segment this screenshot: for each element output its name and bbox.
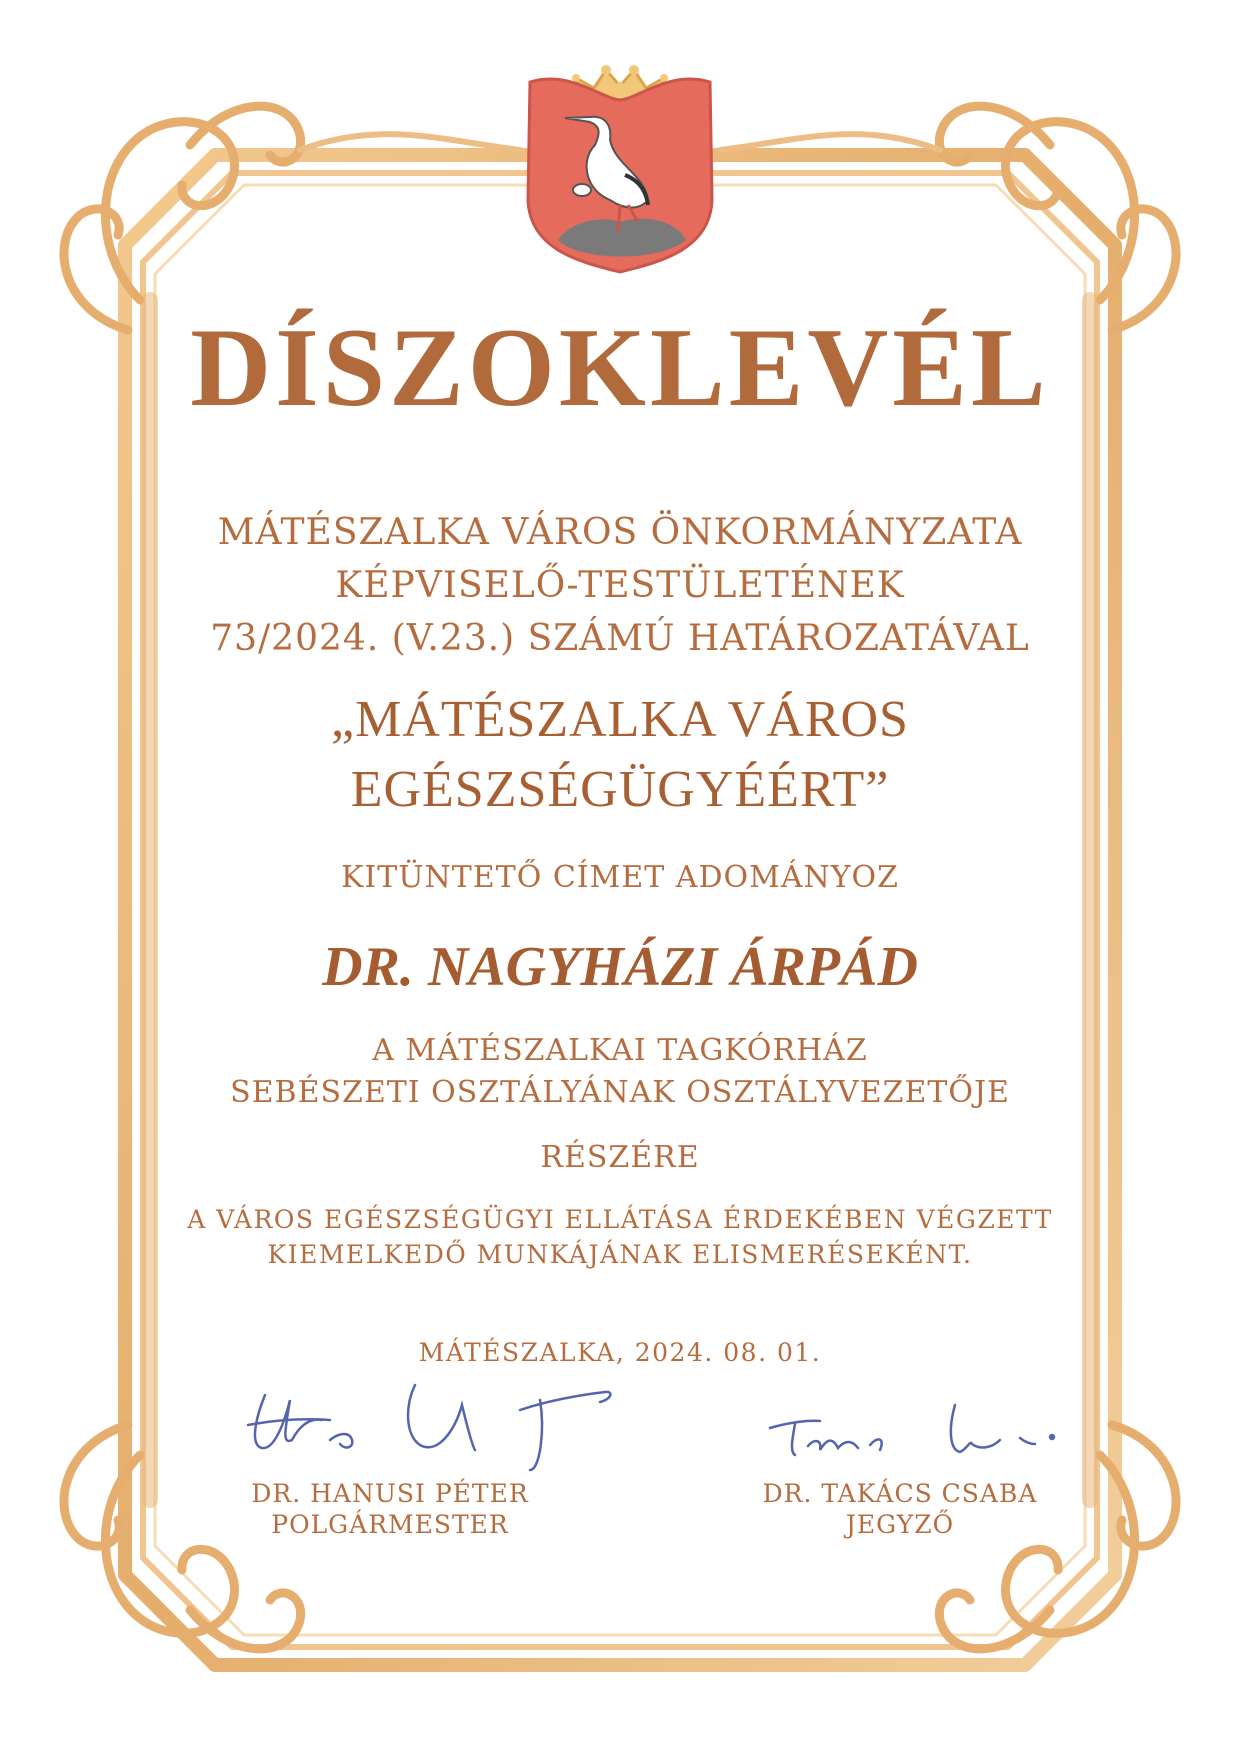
signatory-notary xyxy=(740,1478,1060,1541)
signatory-notary-name: DR. TAKÁCS CSABA xyxy=(762,1479,1038,1508)
award-title-line-2: EGÉSZSÉGÜGYÉÉRT” xyxy=(350,761,890,818)
signature-mayor xyxy=(248,1385,610,1470)
recipient-name: DR. NAGYHÁZI ÁRPÁD xyxy=(322,936,918,998)
signatory-mayor xyxy=(230,1478,550,1541)
coat-of-arms xyxy=(528,65,712,272)
corner-scroll-top-left xyxy=(64,106,301,330)
grant-text: KITÜNTETŐ CÍMET ADOMÁNYOZ xyxy=(340,860,899,895)
signatory-notary-role: JEGYZŐ xyxy=(845,1510,955,1540)
award-title-line-1: „MÁTÉSZALKA VÁROS xyxy=(331,691,909,748)
reason-line-1: A VÁROS EGÉSZSÉGÜGYI ELLÁTÁSA ÉRDEKÉBEN VÉGZETT xyxy=(187,1205,1053,1234)
signatory-mayor-name: DR. HANUSI PÉTER xyxy=(251,1479,529,1508)
for-text: RÉSZÉRE xyxy=(540,1140,700,1175)
place-and-date: MÁTÉSZALKA, 2024. 08. 01. xyxy=(418,1338,822,1367)
issuer-line-1: MÁTÉSZALKA VÁROS ÖNKORMÁNYZATA xyxy=(217,512,1023,553)
recipient-position-line-1: A MÁTÉSZALKAI TAGKÓRHÁZ xyxy=(372,1033,868,1068)
corner-scroll-top-right xyxy=(939,106,1176,330)
document-title: DÍSZOKLEVÉL xyxy=(190,306,1050,430)
resolution-reference: 73/2024. (V.23.) SZÁMÚ HATÁROZATÁVAL xyxy=(210,618,1030,659)
signatory-mayor-role: POLGÁRMESTER xyxy=(271,1510,509,1540)
signature-notary xyxy=(770,1405,1054,1455)
recipient-position-line-2: SEBÉSZETI OSZTÁLYÁNAK OSZTÁLYVEZETŐJE xyxy=(230,1075,1010,1110)
reason-line-2: KIEMELKEDŐ MUNKÁJÁNAK ELISMERÉSEKÉNT. xyxy=(267,1240,973,1269)
issuer-line-2: KÉPVISELŐ-TESTÜLETÉNEK xyxy=(335,565,905,606)
